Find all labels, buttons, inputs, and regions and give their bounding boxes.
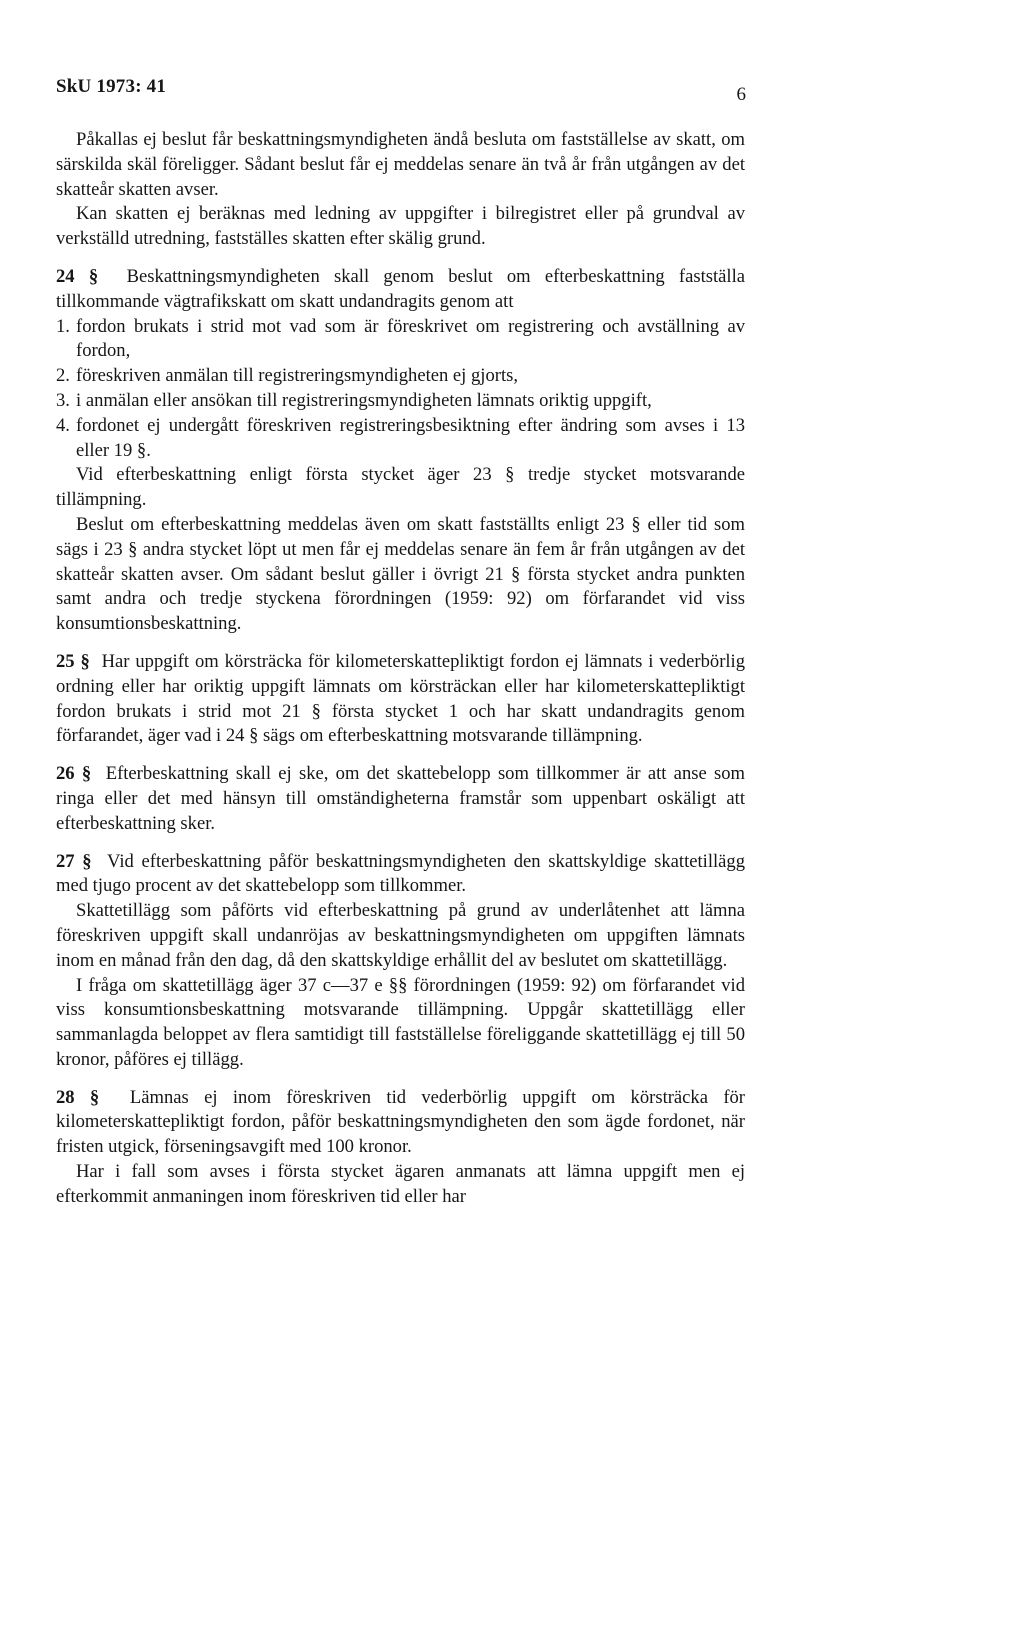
section-27 [56, 850, 745, 900]
document-reference: SkU 1973: 41 [56, 76, 167, 97]
list-item-text: fordon brukats i strid mot vad som är föreskrivet om registrering och avställning av fordon, [76, 315, 745, 362]
section-text: Har uppgift om körsträcka för kilometerskattepliktigt fordon ej lämnats i vederbörlig ordning eller har oriktig uppgift lämnats om körsträckan eller har kilometerskattepliktigt fordon brukats i strid mot 21 § första stycket 1 och har skatt undandragits genom förfarandet, äger vad i 24 § sägs om efterbeskattning motsvarande tillämpning. [56, 650, 746, 747]
list-item-text: föreskriven anmälan till registreringsmyndigheten ej gjorts, [76, 365, 519, 387]
intro-paragraph: Påkallas ej beslut får beskattningsmyndigheten ändå besluta om fastställelse av skatt, om särskilda skäl föreligger. Sådant beslut får ej meddelas senare än två år från utgången av det skatteår skatten avser. [56, 129, 745, 200]
list-item [56, 315, 745, 365]
page-header [56, 76, 746, 106]
section-number: 27 § [56, 850, 92, 872]
section-24 [56, 265, 745, 315]
section-paragraph: I fråga om skattetillägg äger 37 c—37 e §§ förordningen (1959: 92) om förfarandet vid viss konsumtionsbeskattning motsvarande tillämpning. Uppgår skattetillägg eller sammanlagda beloppet av flera samtidigt till fastställelse föreliggande skattetillägg ej till 50 kronor, påföres ej tillägg. [56, 974, 745, 1070]
section-text: Vid efterbeskattning påför beskattningsmyndigheten den skattskyldige skattetillägg med tjugo procent av det skattebelopp som tillkommer. [56, 850, 745, 897]
section-paragraph: Vid efterbeskattning enligt första stycket äger 23 § tredje stycket motsvarande tillämpning. [56, 464, 745, 511]
section-26 [56, 762, 745, 836]
section-number: 28 § [56, 1086, 100, 1108]
list-item-number: 1. [56, 315, 70, 337]
section-text: Lämnas ej inom föreskriven tid vederbörlig uppgift om körsträcka för kilometerskattepliktigt fordon, påför beskattningsmyndigheten den som ägde fordonet, när fristen utgick, förseningsavgift med 100 kronor. [56, 1086, 745, 1158]
section-28 [56, 1086, 745, 1160]
section-paragraph: Skattetillägg som påförts vid efterbeskattning på grund av underlåtenhet att lämna föreskriven uppgift skall undanröjas av beskattningsmyndigheten om uppgiften lämnats inom en månad från den dag, då den skattskyldige erhållit del av beslutet om skattetillägg. [56, 900, 745, 971]
list-item [56, 389, 745, 414]
list-item [56, 364, 745, 389]
list-item-number: 3. [56, 389, 70, 411]
document-body [56, 128, 745, 1210]
page-number: 6 [736, 84, 746, 105]
list-item-number: 2. [56, 365, 70, 387]
list-item-text: i anmälan eller ansökan till registreringsmyndigheten lämnats oriktig uppgift, [76, 389, 652, 411]
section-paragraph: Har i fall som avses i första stycket ägaren anmanats att lämna uppgift men ej efterkommit anmaningen inom föreskriven tid eller har [56, 1161, 745, 1207]
section-paragraph: Beslut om efterbeskattning meddelas även om skatt fastställts enligt 23 § eller tid som sägs i 23 § andra stycket löpt ut men får ej meddelas senare än fem år från utgången av det skatteår skatten avser. Om sådant beslut gäller i övrigt 21 § första stycket andra punkten samt andra och tredje styckena förordningen (1959: 92) om förfarandet vid viss konsumtionsbeskattning. [56, 513, 745, 635]
section-number: 24 § [56, 265, 99, 287]
section-number: 25 § [56, 650, 90, 672]
section-number: 26 § [56, 763, 92, 785]
list-item-text: fordonet ej undergått föreskriven registreringsbesiktning efter ändring som avses i 13 eller 19 §. [76, 414, 745, 461]
section-text: Efterbeskattning skall ej ske, om det skattebelopp som tillkommer är att anse som ringa eller det med hänsyn till omständigheterna framstår som uppenbart oskäligt att efterbeskattning sker. [56, 763, 745, 834]
intro-paragraph: Kan skatten ej beräknas med ledning av uppgifter i bilregistret eller på grundval av verkställd utredning, fastställes skatten efter skälig grund. [56, 203, 745, 250]
section-text: Beskattningsmyndigheten skall genom beslut om efterbeskattning fastställa tillkommande vägtrafikskatt om skatt undandragits genom att [56, 265, 745, 312]
list-item [56, 414, 745, 464]
section-25 [56, 650, 745, 749]
list-item-number: 4. [56, 414, 70, 436]
